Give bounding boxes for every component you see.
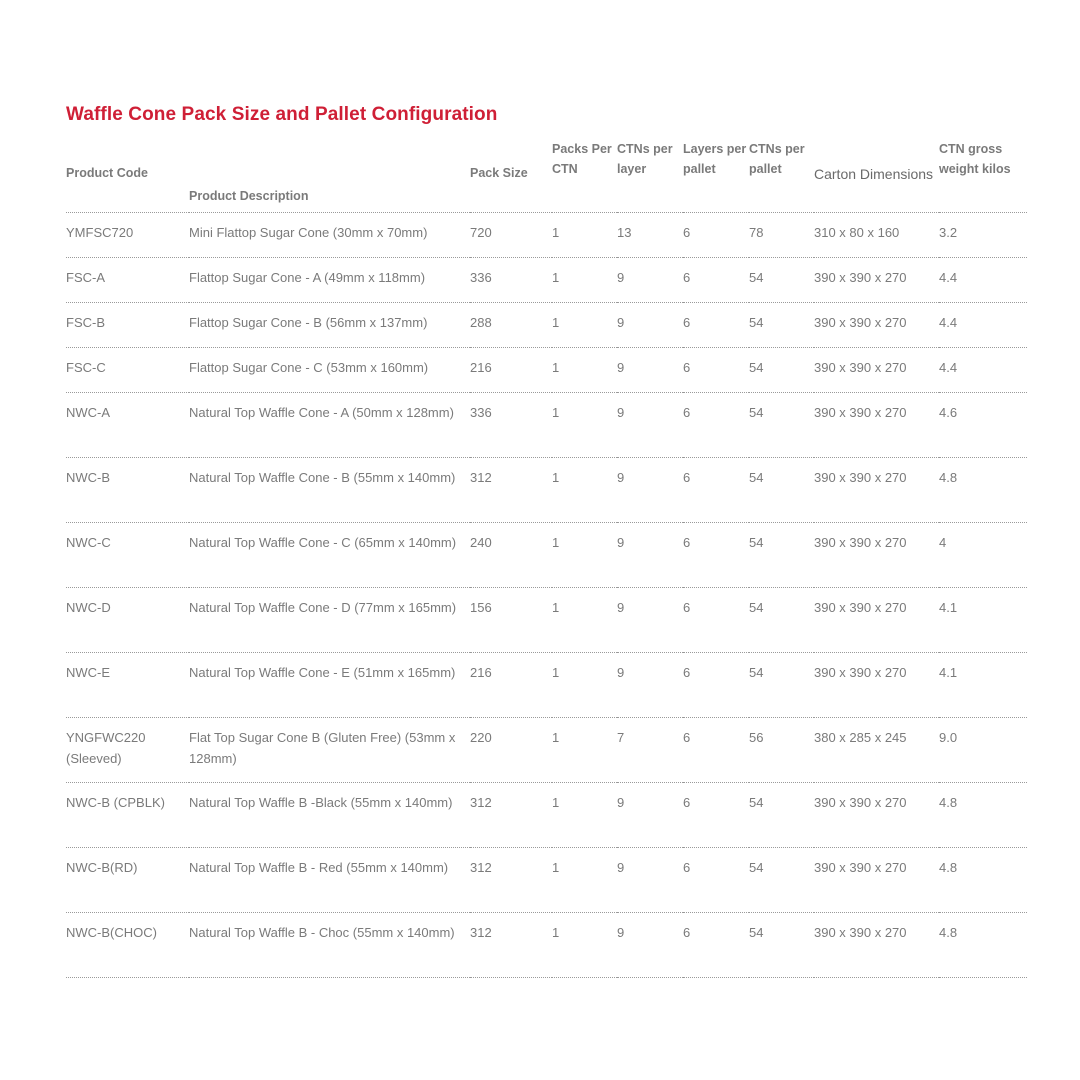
cell-ctns-per-layer: 9: [617, 393, 683, 458]
cell-product-code: YMFSC720: [66, 213, 189, 258]
cell-ctns-per-layer: 9: [617, 588, 683, 653]
cell-carton-dimensions: 390 x 390 x 270: [814, 783, 939, 848]
pack-size-table: [66, 140, 1027, 978]
cell-packs-per-ctn: 1: [552, 303, 617, 348]
table-row: [66, 213, 1027, 258]
cell-packs-per-ctn: 1: [552, 783, 617, 848]
cell-pack-size: 216: [470, 348, 552, 393]
cell-ctns-per-layer: 9: [617, 523, 683, 588]
cell-product-description: Natural Top Waffle Cone - C (65mm x 140mm): [189, 523, 470, 588]
cell-ctns-per-pallet: 54: [749, 258, 814, 303]
cell-carton-dimensions: 390 x 390 x 270: [814, 523, 939, 588]
table-row: [66, 303, 1027, 348]
cell-product-description: Natural Top Waffle B - Red (55mm x 140mm): [189, 848, 470, 913]
cell-carton-dimensions: 390 x 390 x 270: [814, 393, 939, 458]
cell-ctns-per-pallet: 54: [749, 783, 814, 848]
cell-product-code: NWC-B: [66, 458, 189, 523]
cell-ctns-per-pallet: 54: [749, 458, 814, 523]
cell-pack-size: 312: [470, 783, 552, 848]
table-row: [66, 653, 1027, 718]
cell-layers-per-pallet: 6: [683, 213, 749, 258]
cell-layers-per-pallet: 6: [683, 303, 749, 348]
table-row: [66, 393, 1027, 458]
header-layers-per-pallet: Layers per pallet: [683, 140, 749, 213]
table-row: [66, 258, 1027, 303]
cell-ctns-per-pallet: 54: [749, 653, 814, 718]
cell-product-code: FSC-C: [66, 348, 189, 393]
cell-product-description: Natural Top Waffle Cone - B (55mm x 140mm): [189, 458, 470, 523]
cell-product-description: Flat Top Sugar Cone B (Gluten Free) (53mm x 128mm): [189, 718, 470, 783]
cell-packs-per-ctn: 1: [552, 258, 617, 303]
cell-ctns-per-pallet: 54: [749, 848, 814, 913]
cell-pack-size: 312: [470, 913, 552, 978]
cell-pack-size: 240: [470, 523, 552, 588]
table-row: [66, 588, 1027, 653]
cell-carton-dimensions: 390 x 390 x 270: [814, 848, 939, 913]
cell-ctns-per-layer: 9: [617, 848, 683, 913]
table-row: [66, 913, 1027, 978]
cell-ctns-per-layer: 9: [617, 258, 683, 303]
cell-product-description: Natural Top Waffle B -Black (55mm x 140mm): [189, 783, 470, 848]
cell-ctn-gross-weight: 4.8: [939, 458, 1027, 523]
cell-packs-per-ctn: 1: [552, 393, 617, 458]
table-row: [66, 848, 1027, 913]
cell-pack-size: 220: [470, 718, 552, 783]
cell-ctns-per-layer: 9: [617, 653, 683, 718]
cell-packs-per-ctn: 1: [552, 588, 617, 653]
cell-product-code: FSC-B: [66, 303, 189, 348]
cell-ctn-gross-weight: 4.1: [939, 588, 1027, 653]
header-packs-per-ctn: Packs Per CTN: [552, 140, 617, 213]
table-row: [66, 783, 1027, 848]
cell-layers-per-pallet: 6: [683, 913, 749, 978]
cell-packs-per-ctn: 1: [552, 913, 617, 978]
cell-product-code: NWC-B(CHOC): [66, 913, 189, 978]
cell-product-description: Natural Top Waffle Cone - E (51mm x 165mm): [189, 653, 470, 718]
cell-pack-size: 312: [470, 458, 552, 523]
header-ctns-per-layer: CTNs per layer: [617, 140, 683, 213]
cell-layers-per-pallet: 6: [683, 348, 749, 393]
cell-packs-per-ctn: 1: [552, 848, 617, 913]
header-product-description: Product Description: [189, 140, 470, 213]
cell-ctns-per-pallet: 54: [749, 523, 814, 588]
header-pack-size: Pack Size: [470, 140, 552, 213]
cell-ctns-per-pallet: 54: [749, 393, 814, 458]
cell-pack-size: 312: [470, 848, 552, 913]
header-carton-dimensions: Carton Dimensions: [814, 140, 939, 213]
cell-layers-per-pallet: 6: [683, 458, 749, 523]
cell-product-description: Natural Top Waffle Cone - D (77mm x 165mm): [189, 588, 470, 653]
cell-carton-dimensions: 390 x 390 x 270: [814, 303, 939, 348]
cell-carton-dimensions: 390 x 390 x 270: [814, 458, 939, 523]
cell-pack-size: 156: [470, 588, 552, 653]
table-row: [66, 718, 1027, 783]
cell-ctns-per-layer: 13: [617, 213, 683, 258]
cell-pack-size: 336: [470, 393, 552, 458]
cell-packs-per-ctn: 1: [552, 458, 617, 523]
cell-carton-dimensions: 390 x 390 x 270: [814, 913, 939, 978]
table-row: [66, 523, 1027, 588]
cell-carton-dimensions: 310 x 80 x 160: [814, 213, 939, 258]
cell-pack-size: 336: [470, 258, 552, 303]
cell-ctns-per-pallet: 54: [749, 588, 814, 653]
table-header-row: [66, 140, 1027, 213]
cell-ctn-gross-weight: 4.8: [939, 783, 1027, 848]
page-title: Waffle Cone Pack Size and Pallet Configuration: [66, 104, 498, 125]
header-product-code: Product Code: [66, 140, 189, 213]
cell-pack-size: 216: [470, 653, 552, 718]
cell-packs-per-ctn: 1: [552, 213, 617, 258]
cell-product-code: FSC-A: [66, 258, 189, 303]
cell-layers-per-pallet: 6: [683, 588, 749, 653]
cell-carton-dimensions: 390 x 390 x 270: [814, 653, 939, 718]
cell-carton-dimensions: 380 x 285 x 245: [814, 718, 939, 783]
header-ctns-per-pallet: CTNs per pallet: [749, 140, 814, 213]
cell-product-code: NWC-A: [66, 393, 189, 458]
cell-ctns-per-layer: 9: [617, 303, 683, 348]
cell-ctn-gross-weight: 3.2: [939, 213, 1027, 258]
cell-ctn-gross-weight: 4.8: [939, 848, 1027, 913]
cell-layers-per-pallet: 6: [683, 393, 749, 458]
cell-ctns-per-pallet: 56: [749, 718, 814, 783]
cell-product-code: NWC-D: [66, 588, 189, 653]
cell-pack-size: 720: [470, 213, 552, 258]
cell-ctn-gross-weight: 9.0: [939, 718, 1027, 783]
cell-product-description: Flattop Sugar Cone - B (56mm x 137mm): [189, 303, 470, 348]
cell-product-code: NWC-B (CPBLK): [66, 783, 189, 848]
cell-layers-per-pallet: 6: [683, 258, 749, 303]
cell-packs-per-ctn: 1: [552, 523, 617, 588]
cell-product-code: NWC-C: [66, 523, 189, 588]
cell-carton-dimensions: 390 x 390 x 270: [814, 348, 939, 393]
cell-ctn-gross-weight: 4: [939, 523, 1027, 588]
cell-layers-per-pallet: 6: [683, 523, 749, 588]
cell-ctn-gross-weight: 4.6: [939, 393, 1027, 458]
cell-layers-per-pallet: 6: [683, 783, 749, 848]
cell-ctn-gross-weight: 4.1: [939, 653, 1027, 718]
cell-ctns-per-layer: 7: [617, 718, 683, 783]
table-row: [66, 458, 1027, 523]
content: [66, 104, 1027, 978]
cell-product-description: Mini Flattop Sugar Cone (30mm x 70mm): [189, 213, 470, 258]
cell-layers-per-pallet: 6: [683, 653, 749, 718]
cell-ctn-gross-weight: 4.4: [939, 258, 1027, 303]
cell-ctns-per-layer: 9: [617, 783, 683, 848]
cell-product-description: Natural Top Waffle Cone - A (50mm x 128mm): [189, 393, 470, 458]
cell-product-code: NWC-B(RD): [66, 848, 189, 913]
cell-ctns-per-pallet: 78: [749, 213, 814, 258]
cell-ctn-gross-weight: 4.4: [939, 303, 1027, 348]
cell-product-code: YNGFWC220 (Sleeved): [66, 718, 189, 783]
table-row: [66, 348, 1027, 393]
cell-packs-per-ctn: 1: [552, 348, 617, 393]
cell-ctns-per-layer: 9: [617, 913, 683, 978]
cell-ctns-per-pallet: 54: [749, 913, 814, 978]
cell-carton-dimensions: 390 x 390 x 270: [814, 588, 939, 653]
cell-packs-per-ctn: 1: [552, 718, 617, 783]
cell-product-description: Flattop Sugar Cone - A (49mm x 118mm): [189, 258, 470, 303]
cell-ctn-gross-weight: 4.4: [939, 348, 1027, 393]
cell-packs-per-ctn: 1: [552, 653, 617, 718]
cell-layers-per-pallet: 6: [683, 718, 749, 783]
cell-layers-per-pallet: 6: [683, 848, 749, 913]
cell-ctns-per-pallet: 54: [749, 348, 814, 393]
cell-product-code: NWC-E: [66, 653, 189, 718]
cell-pack-size: 288: [470, 303, 552, 348]
cell-product-description: Natural Top Waffle B - Choc (55mm x 140mm): [189, 913, 470, 978]
cell-ctns-per-layer: 9: [617, 348, 683, 393]
cell-product-description: Flattop Sugar Cone - C (53mm x 160mm): [189, 348, 470, 393]
header-ctn-gross-weight: CTN gross weight kilos: [939, 140, 1027, 213]
cell-carton-dimensions: 390 x 390 x 270: [814, 258, 939, 303]
cell-ctns-per-layer: 9: [617, 458, 683, 523]
cell-ctn-gross-weight: 4.8: [939, 913, 1027, 978]
cell-ctns-per-pallet: 54: [749, 303, 814, 348]
